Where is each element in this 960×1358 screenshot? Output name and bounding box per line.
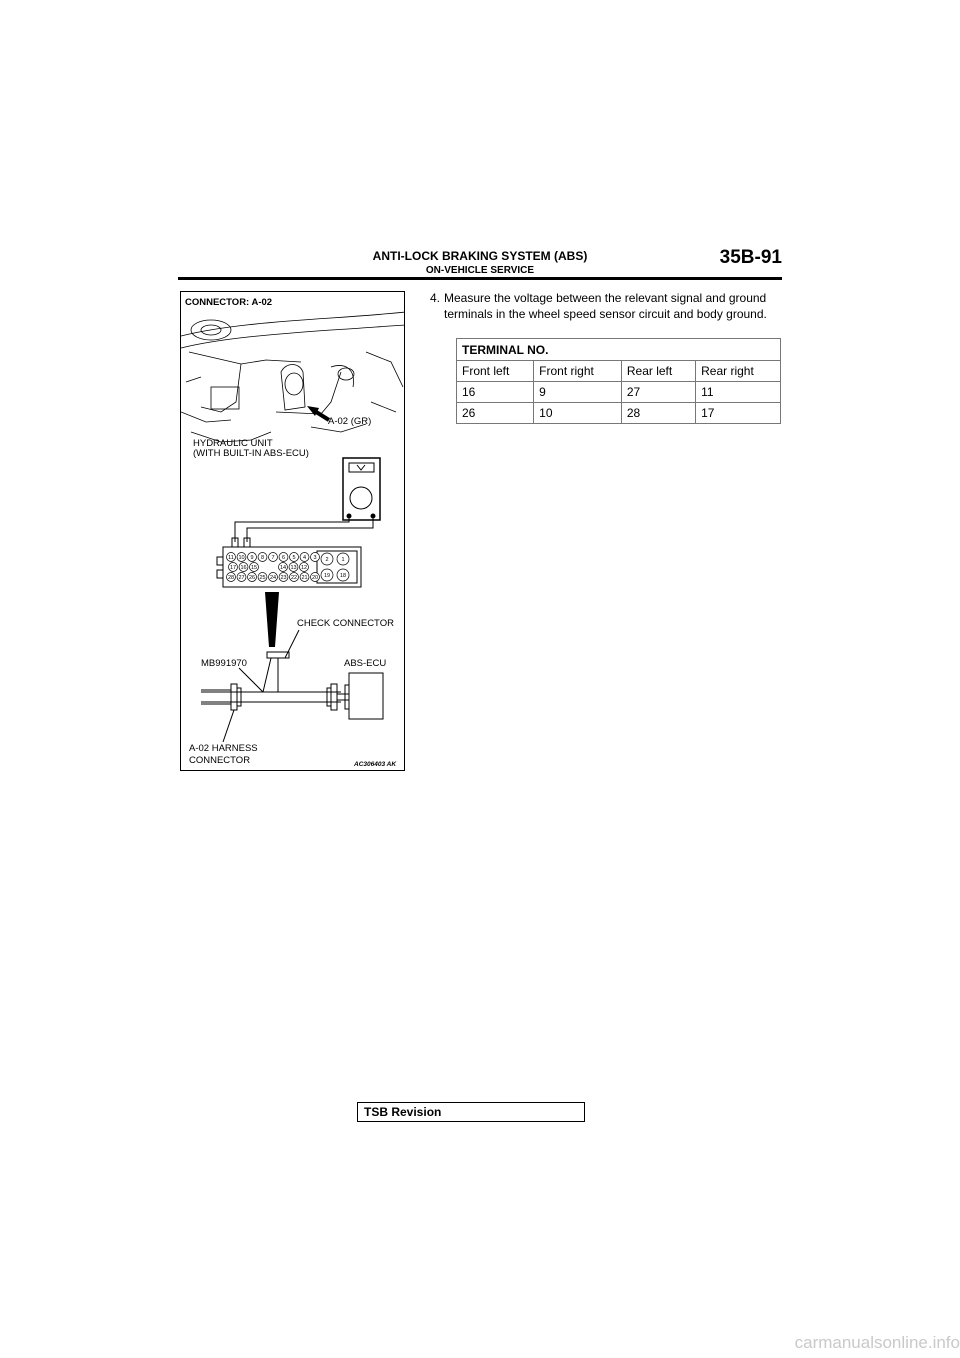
engine-bay-sketch [181,312,405,442]
table-cell: 11 [696,382,781,403]
pin-25-label: 25 [259,575,266,581]
pin-26-label: 26 [248,575,256,581]
table-cell: 26 [457,403,534,424]
tsb-revision-box: TSB Revision [357,1102,585,1122]
tool-number-label: MB991970 [201,658,247,669]
test-harness [201,630,383,742]
table-cell: 17 [696,403,781,424]
table-row [457,403,781,424]
column-header: Front left [457,361,534,382]
step-number: 4. [430,291,441,305]
pin-16-label: 16 [240,565,247,571]
pin-17-label: 17 [229,565,237,571]
pin-6-label: 6 [281,555,286,561]
pin-28-label: 28 [227,575,235,581]
pin-11-label: 11 [228,555,234,561]
pin-4-label: 4 [302,555,307,561]
table-cell: 9 [534,382,622,403]
connector-figure [180,291,405,771]
table-cell: 28 [621,403,695,424]
check-connector-label: CHECK CONNECTOR [297,618,394,629]
figure-title: CONNECTOR: A-02 [185,297,273,308]
pin-2-label: 2 [325,557,329,563]
pin-9-label: 9 [250,555,254,561]
table-cell: 10 [534,403,622,424]
table-row [457,382,781,403]
table-cell: 27 [621,382,695,403]
harness-connector-label: A-02 HARNESS [189,743,258,754]
pin-13-label: 13 [290,565,297,571]
figure-code: AC306403 AK [354,761,397,768]
terminal-table [456,338,781,424]
pin-12-label: 12 [300,565,308,571]
voltmeter [343,458,380,520]
pin-24-label: 24 [269,575,277,581]
abs-ecu-label: ABS-ECU [344,658,387,669]
terminal-table-heading: TERMINAL NO. [457,339,781,361]
procedure-step [430,291,782,322]
pin-3-label: 3 [313,555,317,561]
pin-15-label: 15 [250,565,258,571]
hydraulic-unit-label: HYDRAULIC UNIT [193,438,273,449]
pin-7-label: 7 [271,555,275,561]
pin-23-label: 23 [280,575,287,581]
probe-wedge [265,592,279,647]
section-subtitle: ON-VEHICLE SERVICE [425,265,535,276]
connector-a02-label: A-02 (GR) [328,416,372,427]
pin-18-label: 18 [339,573,347,579]
pin-22-label: 22 [290,575,298,581]
pin-10-label: 10 [238,555,245,561]
pin-14-label: 14 [279,565,287,571]
column-header: Rear left [621,361,695,382]
pin-19-label: 19 [323,573,331,579]
table-cell: 16 [457,382,534,403]
hydraulic-unit-sub-label: (WITH BUILT-IN ABS-ECU) [193,448,309,459]
column-header: Rear right [696,361,781,382]
watermark: carmanualsonline.info [794,1333,960,1352]
pin-21-label: 21 [301,575,308,581]
pin-5-label: 5 [292,555,296,561]
header-rule [178,277,782,280]
page-number: 35B-91 [719,247,782,268]
figure-drawing [181,292,405,771]
section-title: ANTI-LOCK BRAKING SYSTEM (ABS) [372,249,588,263]
pin-27-label: 27 [238,575,245,581]
column-header: Front right [534,361,622,382]
step-text: Measure the voltage between the relevant signal and ground terminals in the wheel speed sensor circuit and body ground. [444,291,767,321]
pin-1-label: 1 [341,557,345,563]
harness-connector-sub-label: CONNECTOR [189,755,251,766]
pin-20-label: 20 [311,575,319,581]
pin-8-label: 8 [260,555,265,561]
